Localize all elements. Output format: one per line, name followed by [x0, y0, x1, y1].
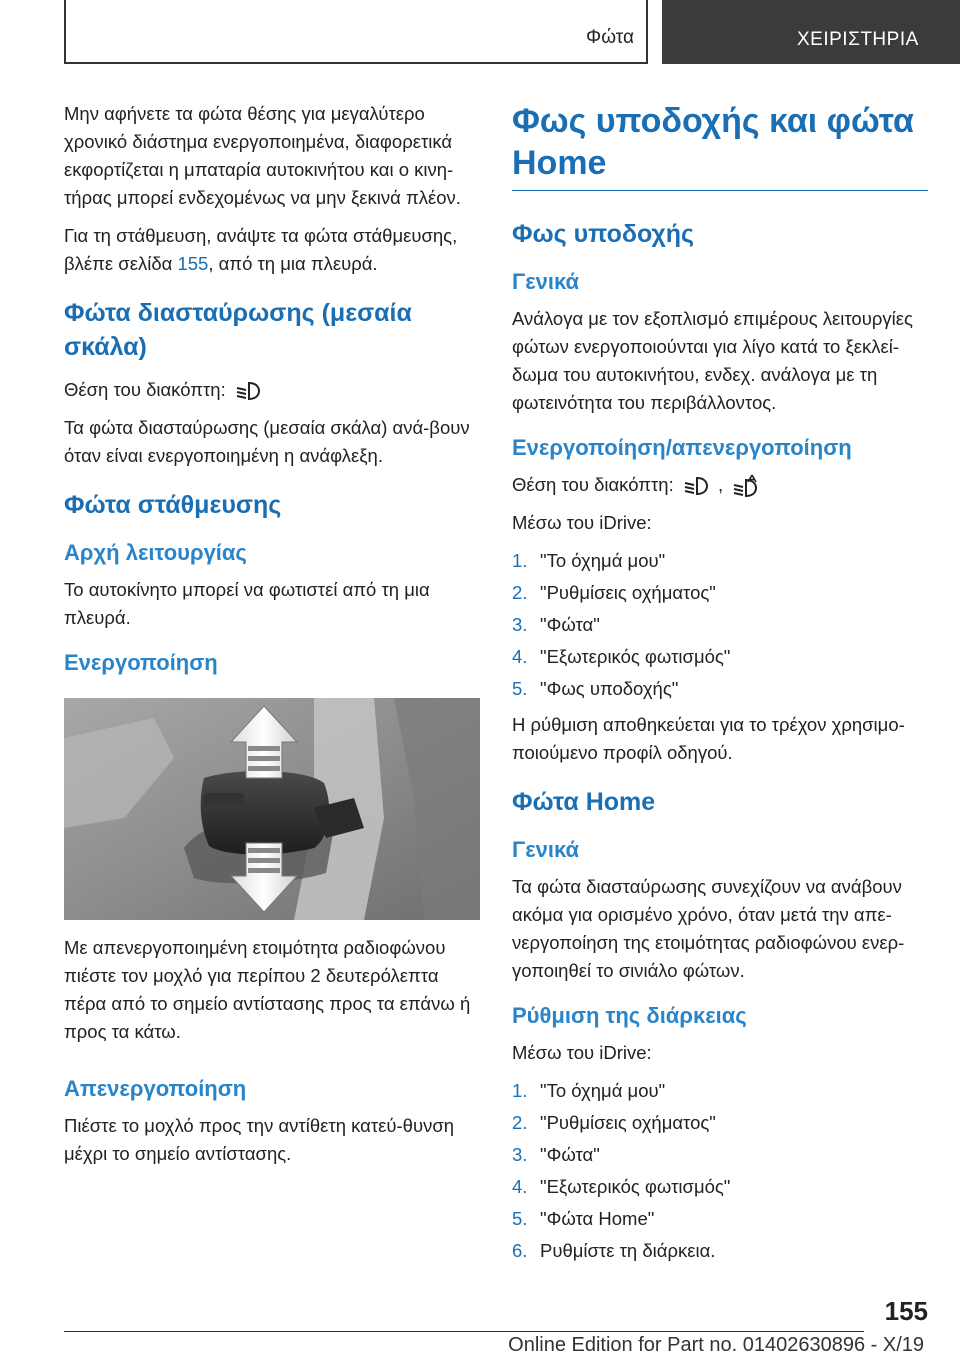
- low-beam-description: Τα φώτα διασταύρωσης (μεσαία σκάλα) ανά-βουν όταν είναι ενεργοποιημένη η ανάφλεξη.: [64, 417, 470, 466]
- header-chapter-title: ΧΕΙΡΙΣΤΗΡΙΑ: [797, 29, 919, 50]
- parking-reference: Για τη στάθμευση, ανάψτε τα φώτα στάθμευσης, βλέπε σελίδα 155, από τη μια πλευρά.: [64, 225, 458, 274]
- low-beam-icon: [235, 380, 261, 402]
- deactivation-text: Πιέστε το μοχλό προς την αντίθετη κατεύ-θυνση μέχρι το σημείο αντίστασης.: [64, 1115, 455, 1164]
- welcome-switch-position: Θέση του διακόπτη: ,: [512, 471, 928, 499]
- idrive-steps-welcome: [512, 547, 928, 703]
- turn-signal-lever-photo: [64, 698, 480, 920]
- list-item: 3. "Φώτα": [512, 1144, 600, 1165]
- list-item: 2. "Ρυθμίσεις οχήματος": [512, 582, 716, 603]
- profile-note: Η ρύθμιση αποθηκεύεται για το τρέχον χρησιμο-ποιούμενο προφίλ οδηγού.: [512, 714, 905, 763]
- right-column: [512, 100, 928, 1273]
- heading-parking-lights: Φώτα στάθμευσης: [64, 491, 282, 519]
- heading-deactivation: Απενεργοποίηση: [64, 1076, 247, 1101]
- parking-light-warning: Μην αφήνετε τα φώτα θέσης για μεγαλύτερο χρονικό διάστημα ενεργοποιημένα, διαφορετικά εκφορτίζεται η μπαταρία αυτοκινήτου και ο κινη-τήρας μπορεί ενδεχομένως να μην ξεκινά πλέον.: [64, 103, 461, 208]
- heading-general-2: Γενικά: [512, 837, 580, 862]
- main-heading: Φως υποδοχής και φώτα Home: [512, 102, 914, 182]
- list-item: 5. "Φώτα Home": [512, 1208, 655, 1229]
- main-heading-wrapper: [512, 100, 928, 191]
- list-item: 2. "Ρυθμίσεις οχήματος": [512, 1112, 716, 1133]
- via-idrive-1: Μέσω του iDrive:: [512, 512, 652, 533]
- footer-edition: Online Edition for Part no. 01402630896 - X/19: [508, 1334, 924, 1356]
- heading-home-lights: Φώτα Home: [512, 788, 656, 816]
- list-item: 5. "Φως υποδοχής": [512, 678, 679, 699]
- header-section-title: Φώτα: [586, 27, 634, 48]
- header-chapter-tab: [662, 0, 960, 64]
- page-number: 155: [884, 1296, 928, 1326]
- list-item: 4. "Εξωτερικός φωτισμός": [512, 1176, 731, 1197]
- welcome-light-description: Ανάλογα με τον εξοπλισμό επιμέρους λειτουργίες φώτων ενεργοποιούνται για λίγο κατά το ξεκλεί-δωμα του αυτοκινήτου, ενδεχ. ανάλογα με τη φωτεινότητα του περιβάλλοντος.: [512, 308, 913, 413]
- heading-low-beam: Φώτα διασταύρωσης (μεσαία σκάλα): [64, 299, 412, 361]
- heading-welcome-light: Φως υποδοχής: [512, 220, 695, 248]
- low-beam-switch-position: Θέση του διακόπτη:: [64, 376, 480, 404]
- idrive-steps-home: [512, 1077, 928, 1265]
- list-item: 1. "Το όχημά μου": [512, 550, 666, 571]
- principle-text: Το αυτοκίνητο μπορεί να φωτιστεί από τη μια πλευρά.: [64, 579, 430, 628]
- footer-divider: [64, 1331, 864, 1332]
- low-beam-icon: [683, 475, 709, 497]
- heading-duration: Ρύθμιση της διάρκειας: [512, 1003, 747, 1028]
- page-link[interactable]: 155: [177, 253, 209, 274]
- header-section-box: [64, 0, 648, 64]
- list-item: 3. "Φώτα": [512, 614, 600, 635]
- list-item: 6. Ρυθμίστε τη διάρκεια.: [512, 1240, 716, 1261]
- heading-principle: Αρχή λειτουργίας: [64, 540, 247, 565]
- list-item: 4. "Εξωτερικός φωτισμός": [512, 646, 731, 667]
- list-item: 1. "Το όχημά μου": [512, 1080, 666, 1101]
- heading-general-1: Γενικά: [512, 269, 580, 294]
- home-lights-description: Τα φώτα διασταύρωσης συνεχίζουν να ανάβουν ακόμα για ορισμένο χρόνο, όταν μετά την απε-νεργοποίηση της ετοιμότητας ραδιοφώνου ενερ-γοποιηθεί το σινιάλο φώτων.: [512, 876, 905, 981]
- auto-headlight-icon: [732, 474, 760, 498]
- via-idrive-2: Μέσω του iDrive:: [512, 1042, 652, 1063]
- heading-on-off: Ενεργοποίηση/απενεργοποίηση: [512, 435, 852, 460]
- heading-activation: Ενεργοποίηση: [64, 650, 218, 675]
- left-column: [64, 100, 480, 1178]
- activation-text: Με απενεργοποιημένη ετοιμότητα ραδιοφώνου πιέστε τον μοχλό για περίπου 2 δευτερόλεπτα πέρα από το σημείο αντίστασης προς τα επάνω ή προς τα κάτω.: [64, 937, 471, 1042]
